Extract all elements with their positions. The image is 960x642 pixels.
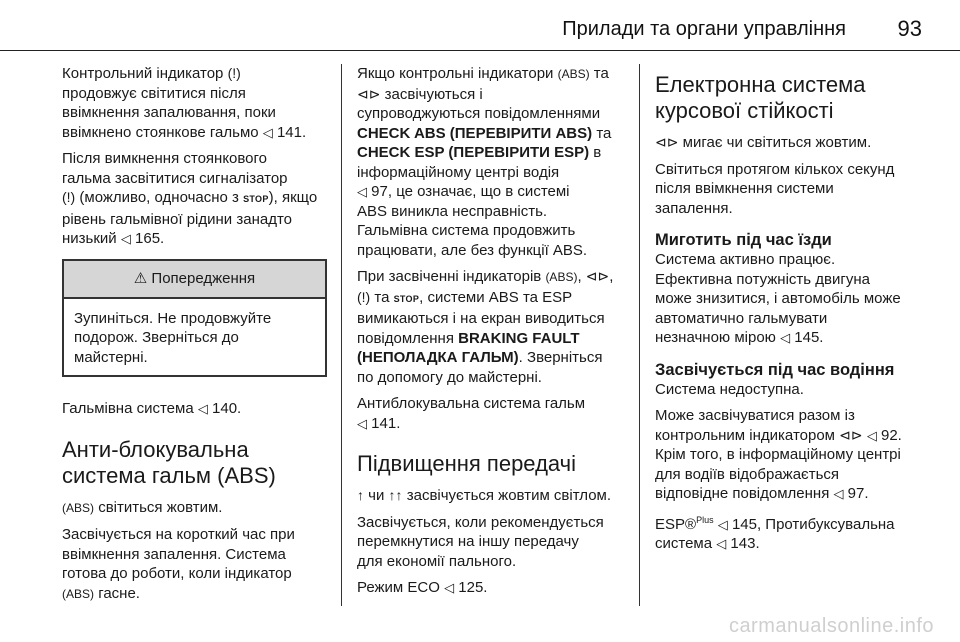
paragraph: Система активно працює. Ефективна потужність двигуна може знизитися, і автомобіль може автоматично гальмувати незначною мірою ◁ 145. [655,251,901,346]
esp-car-icon: ⊲⊳ [585,268,610,284]
page-ref-arrow-icon: ◁ [357,415,367,431]
blinks-while-driving-heading: Миготить під час їзди [655,231,832,249]
paragraph: Світиться протягом кількох секунд після ввімкнення системи запалення. [655,160,895,217]
abs-heading: Анти-блокувальна система гальм (ABS) [62,436,276,488]
warning-triangle-icon: ⚠ [133,269,148,287]
warning-title: Попередження [151,269,256,287]
page-ref[interactable]: 97. [847,485,869,502]
page-ref-arrow-icon: ◁ [120,231,131,246]
paragraph: Засвічується на короткий час при ввімкнення запалення. Система готова до роботи, коли індикатор (ABS) гасне. [62,525,327,604]
page-ref[interactable]: 141. [276,123,307,141]
upshift-icon: ↑ [357,487,364,503]
page-ref[interactable]: 143. [730,535,760,552]
paragraph: Після вимкнення стоянкового гальма засвітитися сигналізатор (!) (можливо, одночасно з STOP), якщо рівень гальмівної рідини занадто низький ◁ 165. [62,150,318,247]
abs-icon: (ABS) [62,500,95,515]
page-ref[interactable]: 145, Протибуксувальна [731,515,895,533]
esc-heading: Електронна система курсової стійкості [655,72,866,123]
page-ref-arrow-icon: ◁ [780,330,791,345]
abs-icon: (ABS) [545,270,578,284]
column-divider-1 [341,64,342,606]
esp-car-icon: ⊲⊳ [655,134,679,150]
double-upshift-icon: ↑↑ [388,487,403,503]
stop-icon: STOP [243,194,269,204]
paragraph: Антиблокувальна система гальм ◁ 141. [357,395,586,432]
page-ref-arrow-icon: ◁ [866,427,877,443]
page-ref[interactable]: 97, це означає, що в системі [371,183,570,200]
warning-body: Зупиніться. Не продовжуйте подорож. Зверніться до майстерні. [74,309,272,366]
paragraph: (ABS) світиться жовтим. [62,498,327,519]
header-divider [0,50,960,51]
page-ref[interactable]: 140. [212,400,242,417]
page-ref-arrow-icon: ◁ [444,580,455,595]
page-ref-arrow-icon: ◁ [833,486,844,501]
esp-car-icon: ⊲⊳ [839,426,863,443]
page-ref[interactable]: 145. [794,329,824,346]
paragraph: ESP®$^{Plus}$ ◁ 145, Протибуксувальна система ◁ 143. [655,514,895,552]
paragraph: ↑ чи ↑↑ засвічується жовтим світлом. [357,487,612,504]
warning-box [62,259,327,378]
page-ref[interactable]: 125. [458,579,488,596]
column-3 [655,64,925,561]
esp-car-icon: ⊲⊳ [357,85,381,102]
page-ref[interactable]: 165. [135,230,165,247]
page-ref[interactable]: 92. [880,426,902,444]
page-ref-arrow-icon: ◁ [716,536,727,551]
abs-icon: (ABS) [62,586,95,601]
paragraph: Може засвічуватися разом із контрольним індикатором ⊲⊳ ◁ 92. Крім того, в інформаційному центрі для водіїв відображається відповідне повідомлення ◁ 97. [655,407,902,502]
page-ref-arrow-icon: ◁ [262,124,273,140]
watermark: carmanualsonline.info [728,615,934,637]
paragraph: Гальмівна система ◁ 140. [62,400,242,417]
brake-warning-icon: (!) [227,65,241,81]
page-number: 93 [897,16,922,41]
column-divider-2 [639,64,640,606]
paragraph: Засвічується, коли рекомендується перемкнутися на іншу передачу для економії пального. [357,513,604,570]
page-ref-arrow-icon: ◁ [717,516,728,532]
header-title: Прилади та органи управління [562,18,846,40]
column-2 [357,64,627,605]
lights-while-driving-heading: Засвічується під час водіння [655,360,895,379]
paragraph: Контрольний індикатор (!) продовжує світитися після ввімкнення запалювання, поки ввімкнено стоянкове гальмо ◁ 141. [62,65,307,141]
gear-shift-heading: Підвищення передачі [357,451,577,476]
paragraph: Режим ECO ◁ 125. [357,579,488,596]
abs-icon: (ABS) [557,67,590,81]
brake-warning-icon: (!) [62,189,76,205]
page-ref-arrow-icon: ◁ [357,184,367,199]
brake-warning-icon: (!) [357,288,371,305]
paragraph: ⊲⊳ мигає чи світиться жовтим. [655,134,872,151]
column-1 [62,64,327,611]
page-ref[interactable]: 141. [371,414,401,432]
paragraph: Якщо контрольні індикатори (ABS) та ⊲⊳ засвічуються і супроводжуються повідомленнями CHECK ABS (ПЕРЕВІРИТИ ABS) та CHECK ESP (ПЕРЕВІРИТИ ESP) в інформаційному центрі водія ◁ 97, це означає, що в системі ABS виникла несправність. Гальмівна система продовжить працювати, але без функції ABS. [357,65,612,259]
paragraph: Система недоступна. [655,380,804,398]
warning-header [64,261,325,299]
page-ref-arrow-icon: ◁ [197,401,208,416]
stop-icon: STOP [393,293,420,304]
paragraph: При засвіченні індикаторів (ABS), ⊲⊳, (!) та STOP, системи ABS та ESP вимикаються і на екран виводиться повідомлення BRAKING FAULT (НЕПОЛАДКА ГАЛЬМ). Зверніться по допомогу до майстерні. [357,268,614,386]
